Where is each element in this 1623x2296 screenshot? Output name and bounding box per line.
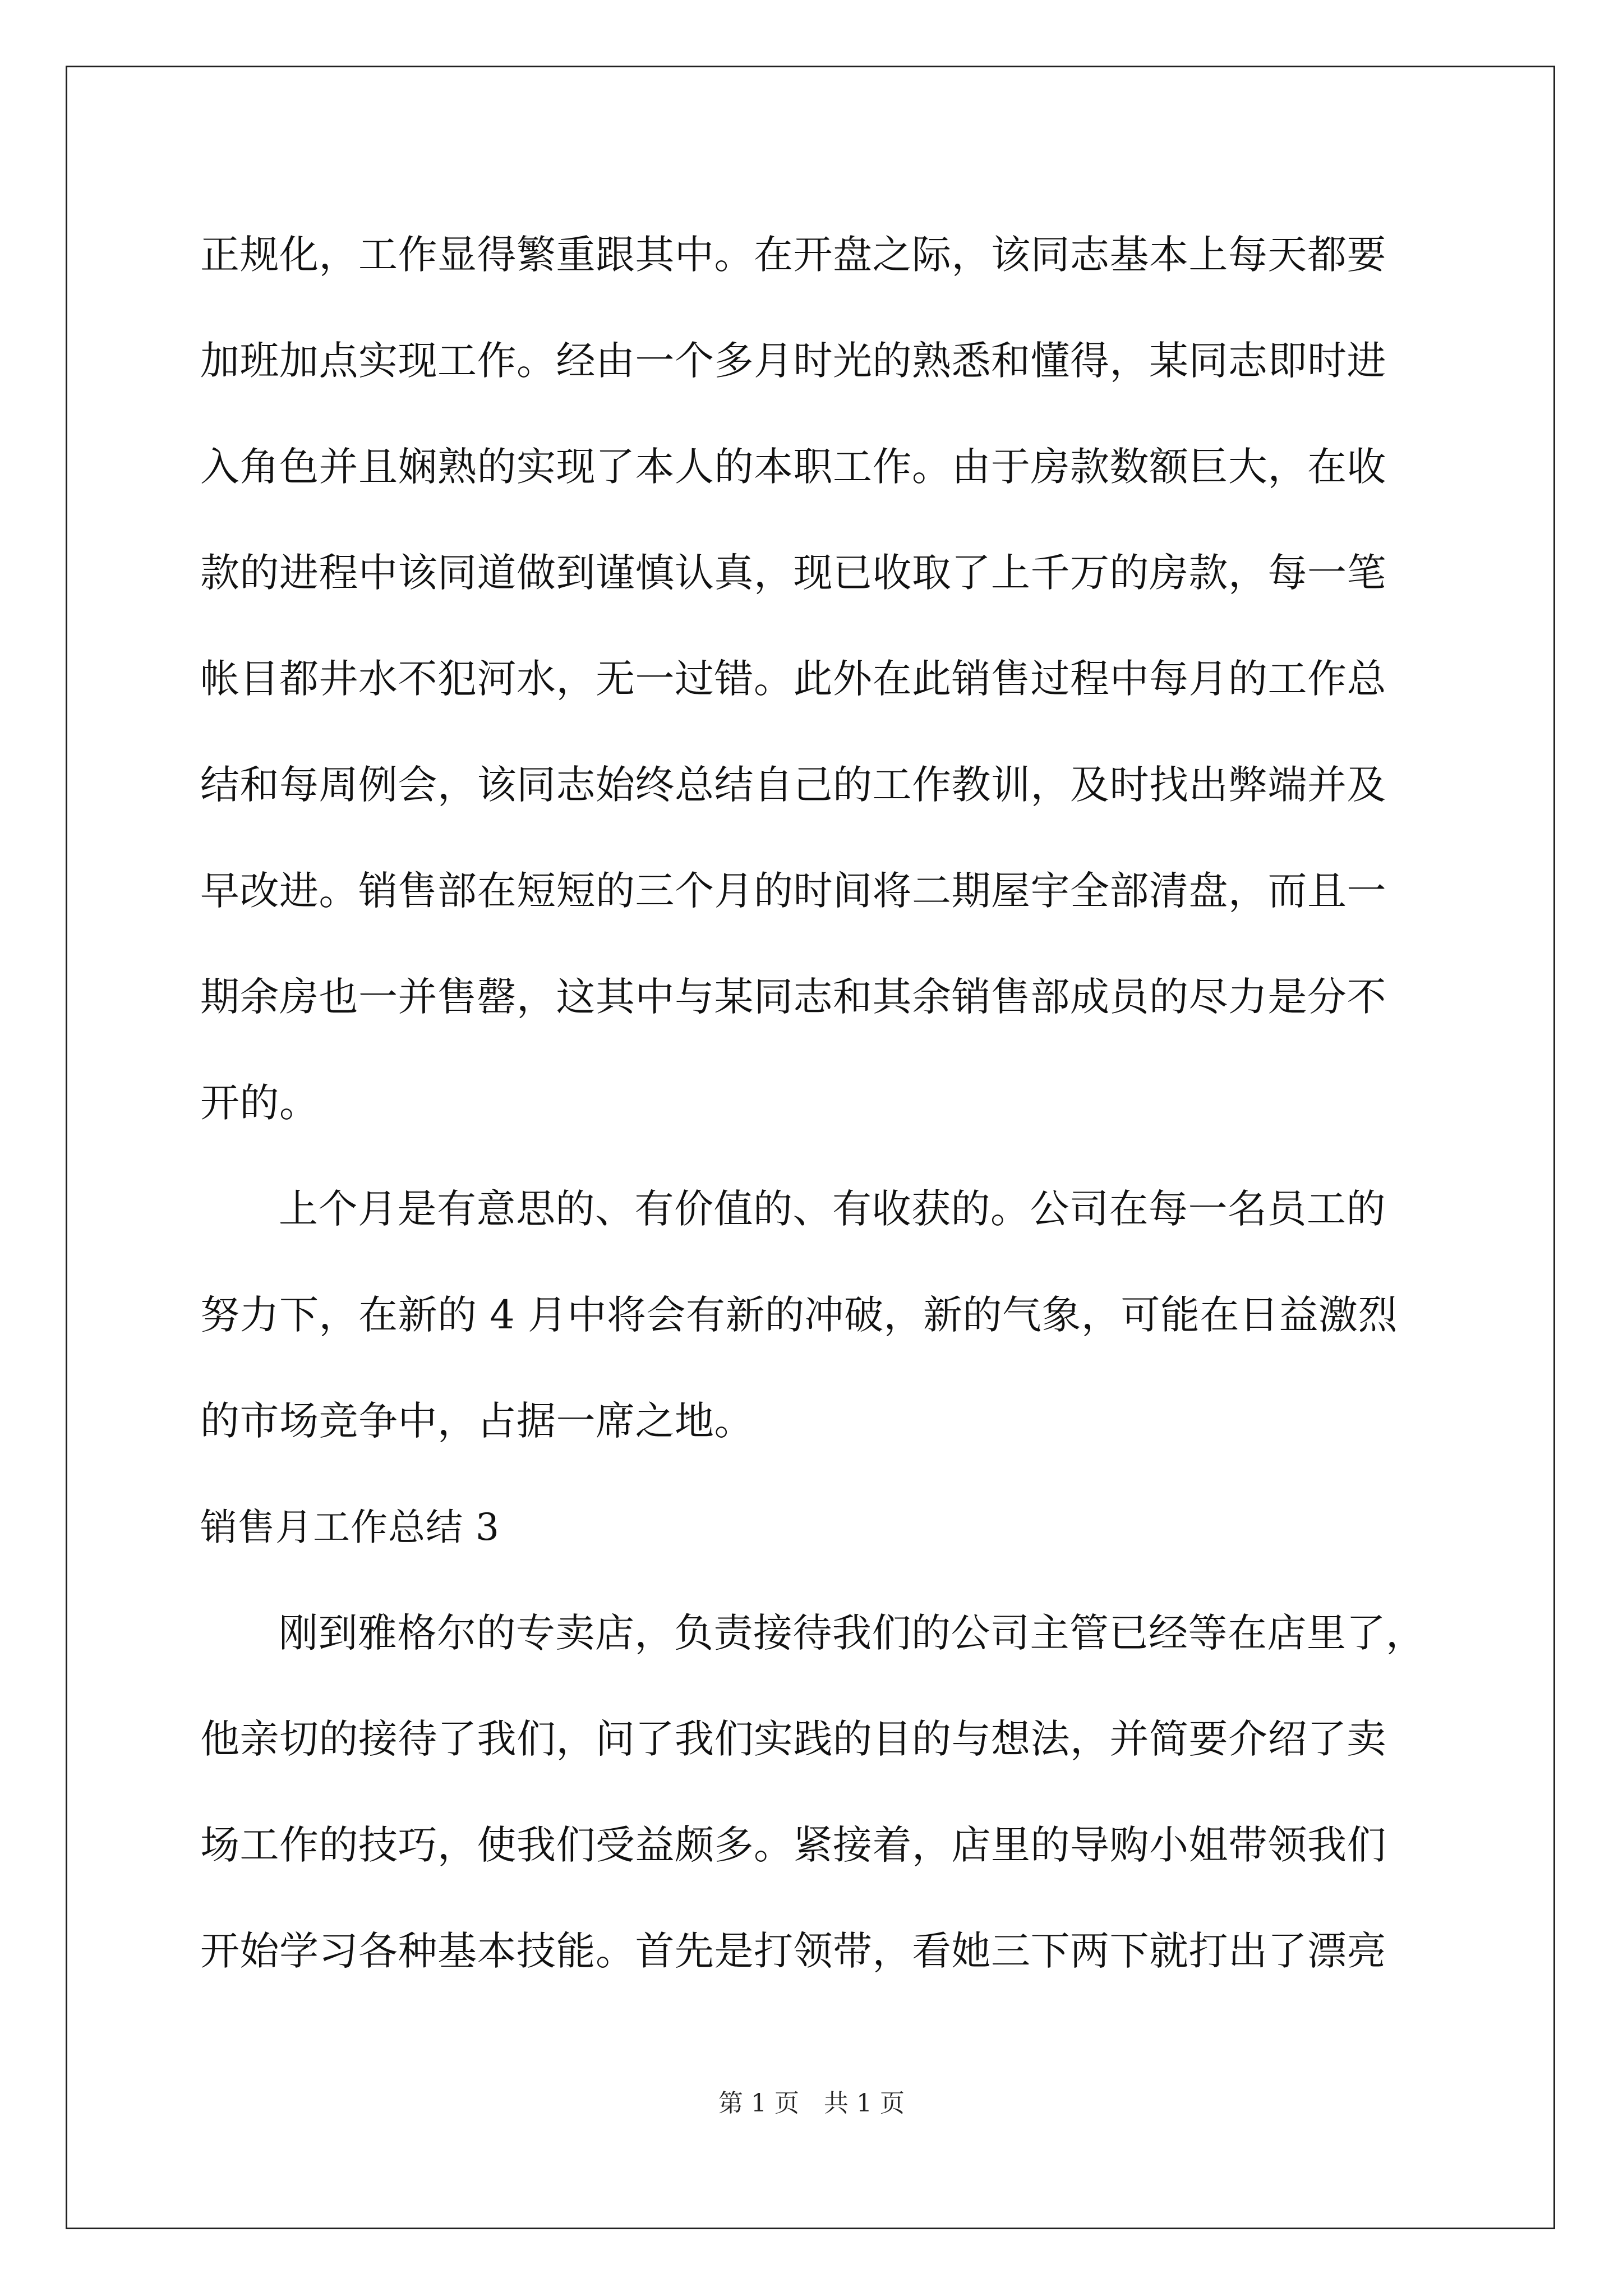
text-line: 的市场竞争中，占据一席之地。: [200, 1398, 754, 1444]
text-line: 开始学习各种基本技能。首先是打领带，看她三下两下就打出了漂亮: [200, 1928, 1386, 1974]
text-line: 正规化，工作显得繁重跟其中。在开盘之际，该同志基本上每天都要: [200, 232, 1386, 278]
paragraph: [200, 202, 1428, 1156]
text-line: 入角色并且娴熟的实现了本人的本职工作。由于房款数额巨大，在收: [200, 444, 1386, 490]
page-footer: 第 1 页 共 1 页: [718, 2089, 905, 2118]
text-line: 努力下，在新的 4 月中将会有新的冲破，新的气象，可能在日益激烈: [200, 1292, 1398, 1338]
text-line: 早改进。销售部在短短的三个月的时间将二期屋宇全部清盘，而且一: [200, 868, 1386, 914]
text-line: 期余房也一并售罄，这其中与某同志和其余销售部成员的尽力是分不: [200, 974, 1386, 1020]
text-line: 帐目都井水不犯河水，无一过错。此外在此销售过程中每月的工作总: [200, 656, 1386, 702]
paragraph: [200, 1156, 1428, 1474]
text-line: 上个月是有意思的、有价值的、有收获的。公司在每一名员工的: [279, 1186, 1386, 1232]
section-heading: 销售月工作总结 3: [200, 1506, 500, 1549]
text-line: 刚到雅格尔的专卖店，负责接待我们的公司主管已经等在店里了，: [279, 1610, 1426, 1656]
text-line: 他亲切的接待了我们，问了我们实践的目的与想法，并简要介绍了卖: [200, 1716, 1386, 1762]
text-line: 开的。: [200, 1080, 319, 1126]
document-body: [200, 202, 1428, 2004]
text-line: 加班加点实现工作。经由一个多月时光的熟悉和懂得，某同志即时进: [200, 338, 1386, 384]
paragraph: [200, 1580, 1428, 2004]
text-line: 款的进程中该同道做到谨慎认真，现已收取了上千万的房款，每一笔: [200, 550, 1386, 596]
text-line: 结和每周例会，该同志始终总结自己的工作教训，及时找出弊端并及: [200, 762, 1386, 808]
text-line: 场工作的技巧，使我们受益颇多。紧接着，店里的导购小姐带领我们: [200, 1822, 1386, 1868]
